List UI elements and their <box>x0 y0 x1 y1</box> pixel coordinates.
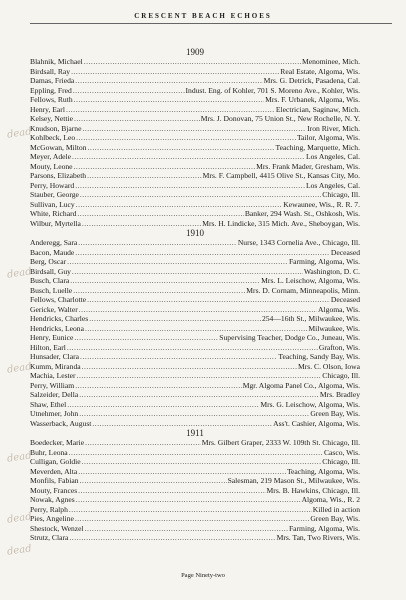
dot-leader <box>69 505 312 515</box>
alumni-entry <box>30 114 360 124</box>
dot-leader <box>75 248 330 258</box>
alumni-detail: Teaching, Algoma, Wis. <box>286 466 360 476</box>
running-head: CRESCENT BEACH ECHOES <box>134 12 272 20</box>
dot-leader <box>74 114 200 124</box>
page-number: Page Ninety-two <box>181 572 225 579</box>
alumni-detail: Mrs. L. Leischow, Algoma, Wis. <box>261 276 360 285</box>
alumni-detail: Teaching, Sandy Bay, Wis. <box>278 352 360 361</box>
alumni-detail: Deceased <box>330 247 360 257</box>
alumni-entry <box>30 324 360 334</box>
dot-leader <box>85 324 307 334</box>
alumni-name: Meverden, Alta <box>30 466 78 476</box>
alumni-name: Birdsall, Ray <box>30 66 71 76</box>
alumni-entry <box>30 276 360 286</box>
alumni-name: Henry, Eunice <box>30 333 74 342</box>
dot-leader <box>80 476 227 486</box>
alumni-entry <box>30 495 360 505</box>
dot-leader <box>73 86 185 96</box>
dot-leader <box>70 276 260 286</box>
alumni-name: White, Richard <box>30 209 77 218</box>
alumni-detail: Mrs. C. Olson, Iowa <box>297 361 360 371</box>
alumni-name: Wasserback, August <box>30 418 92 428</box>
dot-leader <box>82 219 201 229</box>
alumni-name: Perry, William <box>30 380 75 390</box>
alumni-name: Wilbur, Myrtella <box>30 218 81 228</box>
header-rule <box>30 23 392 24</box>
alumni-name: Perry, Ralph <box>30 504 68 514</box>
alumni-entry <box>30 467 360 477</box>
alumni-entry <box>30 267 360 277</box>
alumni-detail: Deceased <box>330 295 360 304</box>
alumni-detail: Los Angeles, Cal. <box>306 152 360 161</box>
dot-leader <box>69 533 275 543</box>
alumni-entry <box>30 438 360 448</box>
dot-leader <box>74 333 218 343</box>
alumni-entry <box>30 209 360 219</box>
alumni-detail: Mrs. G. Detrick, Pasadena, Cal. <box>263 76 360 85</box>
alumni-name: Shaw, Ethel <box>30 399 67 409</box>
dot-leader <box>75 381 242 391</box>
alumni-name: Gericke, Walter <box>30 304 78 314</box>
dot-leader <box>92 419 272 429</box>
alumni-name: Culligan, Goldie <box>30 457 81 466</box>
alumni-detail: Mrs. Gilbert Graper, 2333 W. 109th St. Chicago, Ill. <box>201 438 360 447</box>
dot-leader <box>80 190 321 200</box>
dot-leader <box>78 238 237 248</box>
dot-leader <box>78 486 265 496</box>
class-year-heading: 1910 <box>186 228 204 238</box>
alumni-entry <box>30 200 360 210</box>
dot-leader <box>72 152 305 162</box>
alumni-entry <box>30 343 360 353</box>
alumni-entry <box>30 124 360 134</box>
alumni-detail: Washington, D. C. <box>303 266 360 276</box>
alumni-name: Utnehmer, John <box>30 409 79 418</box>
dot-leader <box>84 57 301 67</box>
alumni-detail: Mrs. Frank Mader, Gresham, Wis. <box>256 161 360 171</box>
alumni-entry <box>30 257 360 267</box>
alumni-name: Bacon, Maude <box>30 247 75 257</box>
dot-leader <box>79 305 317 315</box>
alumni-detail: Mrs. Bradley <box>319 390 360 399</box>
class-year-heading: 1911 <box>186 428 204 438</box>
dot-leader <box>78 467 286 477</box>
alumni-name: Eppling, Fred <box>30 85 72 95</box>
dot-leader <box>73 286 245 296</box>
alumni-entry <box>30 248 360 258</box>
alumni-detail: Algoma, Wis. <box>318 304 360 314</box>
alumni-detail: Mrs. D. Cornam, Minneapolis, Minn. <box>246 285 360 295</box>
alumni-detail: Farming, Algoma, Wis. <box>288 257 360 266</box>
alumni-entry <box>30 95 360 105</box>
alumni-name: Shestock, Wenzel <box>30 523 84 533</box>
alumni-name: Pies, Angeline <box>30 514 74 523</box>
dot-leader <box>82 124 306 134</box>
alumni-name: Kumm, Miranda <box>30 361 81 371</box>
alumni-detail: Algoma, Wis., R. 2 <box>301 495 360 504</box>
alumni-name: Henry, Earl <box>30 104 65 114</box>
dot-leader <box>85 524 288 534</box>
alumni-name: McGowan, Milton <box>30 142 87 152</box>
alumni-detail: Electrician, Saginaw, Mich. <box>275 104 360 114</box>
alumni-detail: Mrs. Tan, Two Rivers, Wis. <box>276 533 360 542</box>
alumni-name: Machia, Lester <box>30 371 76 380</box>
dot-leader <box>76 200 283 210</box>
alumni-name: Knudson, Bjarne <box>30 123 82 133</box>
alumni-entry <box>30 390 360 400</box>
dot-leader <box>80 352 277 362</box>
alumni-entry <box>30 409 360 419</box>
alumni-detail: Mrs. F. Urbanek, Algoma, Wis. <box>265 95 360 104</box>
dot-leader <box>79 409 309 419</box>
alumni-name: Busch, Clara <box>30 276 70 285</box>
alumni-detail: Green Bay, Wis. <box>310 409 360 418</box>
alumni-name: Meyer, Adele <box>30 152 72 161</box>
alumni-entry <box>30 76 360 86</box>
alumni-name: Hendricks, Charles <box>30 314 89 323</box>
dot-leader <box>74 162 256 172</box>
dot-leader <box>69 448 323 458</box>
alumni-name: Berg, Oscar <box>30 257 67 266</box>
alumni-entry <box>30 533 360 543</box>
dot-leader <box>67 400 259 410</box>
alumni-name: Hunsader, Clara <box>30 352 80 361</box>
alumni-entry <box>30 286 360 296</box>
alumni-entry <box>30 295 360 305</box>
dot-leader <box>82 457 322 467</box>
dot-leader <box>67 343 318 353</box>
dot-leader <box>89 314 261 324</box>
alumni-detail: Mrs. G. Leischow, Algoma, Wis. <box>260 399 360 409</box>
alumni-entry <box>30 524 360 534</box>
alumni-entry <box>30 371 360 381</box>
alumni-entry <box>30 505 360 515</box>
dot-leader <box>67 257 288 267</box>
alumni-detail: Nurse, 1343 Cornelia Ave., Chicago, Ill. <box>237 238 360 247</box>
alumni-name: Mouty, Frances <box>30 485 78 495</box>
alumni-detail: Milwaukee, Wis. <box>308 323 360 333</box>
alumni-entry <box>30 190 360 200</box>
dot-leader <box>85 438 201 448</box>
alumni-entry <box>30 143 360 153</box>
alumni-name: Parsons, Elizabeth <box>30 171 87 180</box>
alumni-detail: Green Bay, Wis. <box>310 514 360 523</box>
dot-leader <box>71 67 279 77</box>
dot-leader <box>87 295 330 305</box>
alumni-name: Sullivan, Lucy <box>30 199 75 209</box>
dot-leader <box>72 267 303 277</box>
alumni-entry <box>30 162 360 172</box>
alumni-entry <box>30 514 360 524</box>
dot-leader <box>74 95 264 105</box>
alumni-detail: Chicago, Ill. <box>322 371 360 380</box>
margin-note: dead <box>6 543 33 558</box>
alumni-entry <box>30 486 360 496</box>
alumni-entry <box>30 352 360 362</box>
alumni-name: Mouty, Leone <box>30 161 73 171</box>
alumni-detail: Grafton, Wis. <box>318 342 360 352</box>
alumni-name: Strutz, Clara <box>30 533 69 542</box>
alumni-detail: Mrs. B. Hawkins, Chicago, Ill. <box>266 485 360 495</box>
alumni-entry <box>30 419 360 429</box>
alumni-detail: Mrs. F. Campbell, 4415 Olive St., Kansas City, Mo. <box>202 171 360 180</box>
dot-leader <box>82 362 297 372</box>
alumni-detail: Teaching, Marquette, Mich. <box>275 142 360 152</box>
class-lists <box>30 47 360 543</box>
alumni-detail: Real Estate, Algoma, Wis. <box>280 66 360 76</box>
alumni-name: Monfils, Fabian <box>30 476 79 485</box>
dot-leader <box>87 171 202 181</box>
dot-leader <box>75 76 262 86</box>
dot-leader <box>77 209 243 219</box>
class-year-heading: 1909 <box>186 47 204 57</box>
dot-leader <box>66 105 275 115</box>
alumni-entry <box>30 381 360 391</box>
dot-leader <box>75 181 305 191</box>
alumni-detail: 254—16th St., Milwaukee, Wis. <box>261 314 360 323</box>
margin-note: dead <box>6 361 33 376</box>
alumni-detail: Killed in action <box>312 504 360 514</box>
margin-note: dead <box>6 266 33 281</box>
alumni-name: Boedecker, Marie <box>30 438 85 447</box>
alumni-entry <box>30 67 360 77</box>
alumni-entry <box>30 152 360 162</box>
alumni-entry <box>30 314 360 324</box>
alumni-name: Busch, Luelle <box>30 285 73 295</box>
alumni-entry <box>30 333 360 343</box>
alumni-name: Fellows, Ruth <box>30 95 73 104</box>
alumni-name: Kelsey, Nettie <box>30 114 73 123</box>
alumni-detail: Salesman, 219 Mason St., Milwaukee, Wis. <box>227 476 360 485</box>
alumni-name: Nowak, Agnes <box>30 495 75 504</box>
dot-leader <box>76 133 296 143</box>
alumni-detail: Mgr. Algoma Panel Co., Algoma, Wis. <box>242 380 360 390</box>
alumni-detail: Tailor, Algoma, Wis. <box>296 133 360 142</box>
alumni-detail: Indust. Eng. of Kohler, 701 S. Moreno Ave., Kohler, Wis. <box>185 85 360 95</box>
alumni-detail: Los Angeles, Cal. <box>306 180 360 190</box>
alumni-detail: Casco, Wis. <box>323 447 360 457</box>
alumni-name: Fellows, Charlotte <box>30 295 87 304</box>
alumni-name: Blahnik, Michael <box>30 57 83 66</box>
alumni-entry <box>30 457 360 467</box>
alumni-detail: Mrs. H. Lindicke, 315 Mich. Ave., Sheboygan, Wis. <box>202 218 360 228</box>
margin-note: dead <box>6 511 33 526</box>
alumni-name: Hilton, Earl <box>30 342 66 352</box>
alumni-detail: Menominee, Mich. <box>302 57 360 66</box>
margin-note: dead <box>6 450 33 465</box>
dot-leader <box>79 390 319 400</box>
alumni-detail: Supervising Teacher, Dodge Co., Juneau, Wis. <box>219 333 360 342</box>
alumni-name: Hendricks, Leona <box>30 323 84 333</box>
alumni-name: Salzeider, Della <box>30 390 79 399</box>
dot-leader <box>88 143 275 153</box>
alumni-name: Buhr, Leona <box>30 447 68 457</box>
alumni-detail: Chicago, Ill. <box>322 190 360 199</box>
alumni-entry <box>30 238 360 248</box>
alumni-name: Anderegg, Sara <box>30 238 78 247</box>
alumni-entry <box>30 105 360 115</box>
alumni-entry <box>30 476 360 486</box>
alumni-entry <box>30 57 360 67</box>
alumni-detail: Kewaunee, Wis., R. R. 7. <box>283 199 360 209</box>
alumni-entry <box>30 219 360 229</box>
alumni-detail: Iron River, Mich. <box>307 123 360 133</box>
dot-leader <box>77 371 322 381</box>
alumni-detail: Chicago, Ill. <box>322 457 360 466</box>
margin-note: dead <box>6 126 33 141</box>
alumni-detail: Ass't. Cashier, Algoma, Wis. <box>273 418 360 428</box>
alumni-entry <box>30 305 360 315</box>
alumni-entry <box>30 362 360 372</box>
alumni-name: Kohlbeck, Leo <box>30 133 76 142</box>
alumni-name: Perry, Howard <box>30 180 75 190</box>
alumni-detail: Farming, Algoma, Wis. <box>288 523 360 533</box>
dot-leader <box>76 495 301 505</box>
alumni-detail: Banker, 294 Wash. St., Oshkosh, Wis. <box>244 209 360 218</box>
alumni-name: Birdsall, Guy <box>30 266 71 276</box>
alumni-detail: Mrs. J. Donovan, 75 Union St., New Rochelle, N. Y. <box>200 114 360 123</box>
alumni-name: Damas, Frieda <box>30 76 75 85</box>
alumni-entry <box>30 86 360 96</box>
dot-leader <box>75 514 309 524</box>
alumni-entry <box>30 448 360 458</box>
alumni-entry <box>30 133 360 143</box>
alumni-entry <box>30 171 360 181</box>
alumni-entry <box>30 181 360 191</box>
alumni-name: Stauber, George <box>30 190 79 199</box>
alumni-entry <box>30 400 360 410</box>
